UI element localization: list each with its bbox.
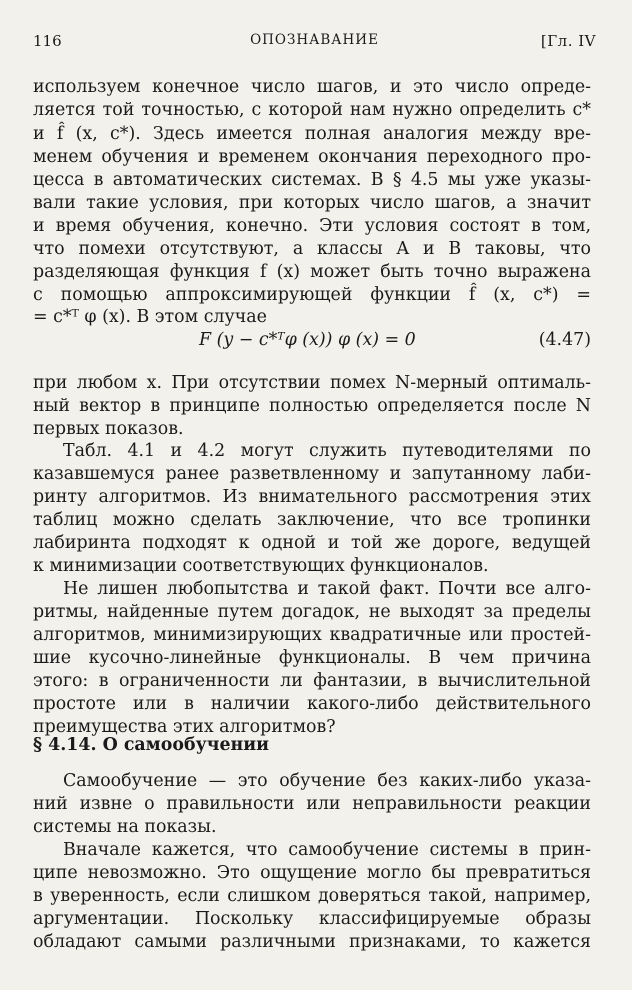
text-line: казавшемуся ранее разветвленному и запутанному лаби- xyxy=(33,464,591,484)
text-line: используем конечное число шагов, и это число опреде- xyxy=(33,77,591,97)
text-line: обладают самыми различными признаками, то кажется xyxy=(33,932,591,952)
text-line: разделяющая функция f (x) может быть точно выражена xyxy=(33,262,591,282)
text-line: таблиц можно сделать заключение, что все тропинки xyxy=(33,510,591,530)
text-line: ципе невозможно. Это ощущение могло бы превратиться xyxy=(33,863,591,883)
text-line: и f̂ (x, c*). Здесь имеется полная аналогия между вре- xyxy=(33,124,591,144)
text-line: ритмы, найденные путем догадок, не выходят за пределы xyxy=(33,602,591,622)
formula-expression: F (y − c*ᵀφ (x)) φ (x) = 0 xyxy=(199,330,416,350)
text-line: в уверенность, если слишком доверяться такой, например, xyxy=(33,886,591,906)
text-line: вали такие условия, при которых число шагов, а значит xyxy=(33,193,591,213)
text-line: этого: в ограниченности ли фантазии, в вычислительной xyxy=(33,671,591,691)
text-line: Не лишен любопытства и такой факт. Почти все алго- xyxy=(63,579,591,599)
text-line: и время обучения, конечно. Эти условия состоят в том, xyxy=(33,216,591,236)
text-line: преимущества этих алгоритмов? xyxy=(33,717,336,737)
text-line: Самообучение — это обучение без каких-либо указа- xyxy=(63,771,591,791)
text-line: с помощью аппроксимирующей функции f̂ (x, c*) = xyxy=(33,285,591,305)
text-line: что помехи отсутствуют, а классы A и B таковы, что xyxy=(33,239,591,259)
text-line: к минимизации соответствующих функционалов. xyxy=(33,556,489,576)
page-number: 116 xyxy=(33,32,62,50)
text-line: ний извне о правильности или неправильности реакции xyxy=(33,794,591,814)
text-line: первых показов. xyxy=(33,419,184,439)
display-formula xyxy=(33,329,591,353)
text-line: Табл. 4.1 и 4.2 могут служить путеводителями по xyxy=(63,441,591,461)
formula-number: (4.47) xyxy=(538,330,591,350)
text-line: лабиринта подходят к одной и той же дороге, ведущей xyxy=(33,533,591,553)
text-line: ный вектор в принципе полностью определяется после N xyxy=(33,396,591,416)
text-line: менем обучения и временем окончания переходного про- xyxy=(33,147,591,167)
text-line: цесса в автоматических системах. В § 4.5 мы уже указы- xyxy=(33,170,591,190)
text-line: простоте или в наличии какого-либо действительного xyxy=(33,694,591,714)
text-line: аргументации. Поскольку классифицируемые образы xyxy=(33,909,591,929)
text-line: системы на показы. xyxy=(33,817,217,837)
section-heading: § 4.14. О самообучении xyxy=(33,735,270,755)
text-line: = c*ᵀ φ (x). В этом случае xyxy=(33,307,267,327)
text-line: ринту алгоритмов. Из внимательного рассмотрения этих xyxy=(33,487,591,507)
text-line: алгоритмов, минимизирующих квадратичные или простей- xyxy=(33,625,591,645)
chapter-marker: [Гл. IV xyxy=(540,32,596,50)
text-line: шие кусочно-линейные функционалы. В чем причина xyxy=(33,648,591,668)
text-line: ляется той точностью, с которой нам нужно определить c* xyxy=(33,100,591,120)
running-header xyxy=(33,32,596,56)
running-title: ОПОЗНАВАНИЕ xyxy=(250,32,379,48)
text-line: Вначале кажется, что самообучение системы в прин- xyxy=(63,840,591,860)
text-line: при любом x. При отсутствии помех N-мерный оптималь- xyxy=(33,373,591,393)
